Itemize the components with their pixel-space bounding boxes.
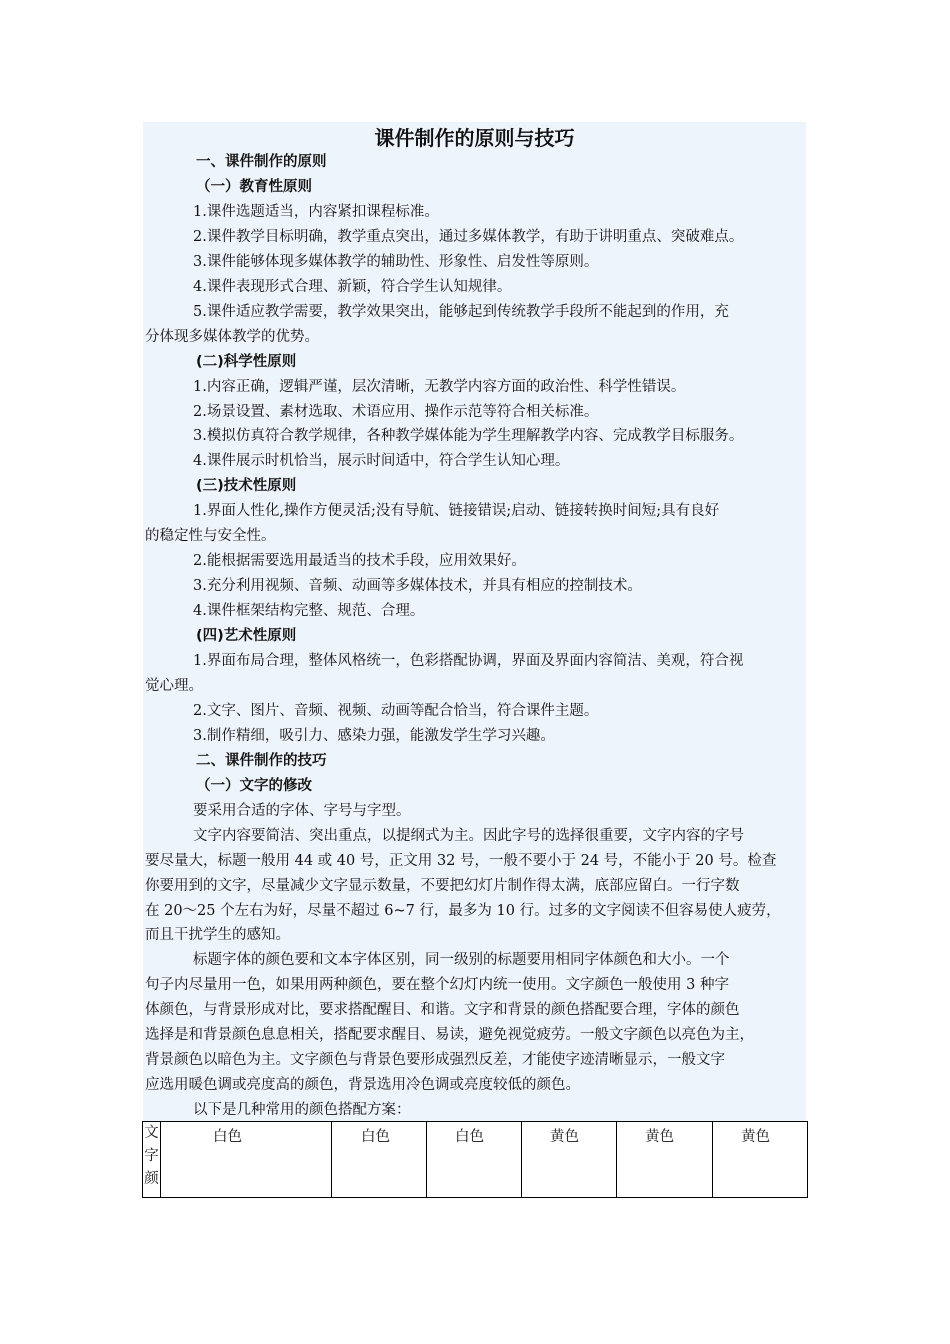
paragraph-line: 2.能根据需要选用最适当的技术手段，应用效果好。 [193,553,526,570]
paragraph-line: 5.课件适应教学需要，教学效果突出，能够起到传统教学手段所不能起到的作用，充 [193,303,729,320]
table-cell: 黄色 [522,1122,617,1198]
paragraph-line: 要尽量大，标题一般用 44 或 40 号，正文用 32 号，一般不要小于 24 号，不能小于 20 号。检查 [145,852,777,869]
section-heading: (二)科学性原则 [196,353,297,370]
section-heading: 一、课件制作的原则 [196,154,327,170]
paragraph-line: 体颜色，与背景形成对比，要求搭配醒目、和谐。文字和背景的颜色搭配要合理，字体的颜色 [145,1002,740,1019]
paragraph-line: 3.充分利用视频、音频、动画等多媒体技术，并具有相应的控制技术。 [193,578,642,595]
paragraph-line: 4.课件框架结构完整、规范、合理。 [193,603,425,620]
page-title: 课件制作的原则与技巧 [374,126,575,150]
paragraph-line: 选择是和背景颜色息息相关，搭配要求醒目、易读，避免视觉疲劳。一般文字颜色以亮色为主， [145,1027,754,1044]
paragraph-line: 背景颜色以暗色为主。文字颜色与背景色要形成强烈反差，才能使字迹清晰显示，一般文字 [145,1052,725,1069]
paragraph-line: 3.课件能够体现多媒体教学的辅助性、形象性、启发性等原则。 [193,253,599,270]
paragraph-line: 分体现多媒体教学的优势。 [145,328,319,345]
paragraph-line: 1.内容正确，逻辑严谨，层次清晰，无教学内容方面的政治性、科学性错误。 [193,378,686,395]
paragraph-line: 2.文字、图片、音频、视频、动画等配合恰当，符合课件主题。 [193,702,599,719]
table-row [143,1122,808,1198]
section-heading: 二、课件制作的技巧 [196,752,327,769]
paragraph-line: 句子内尽量用一色，如果用两种颜色，要在整个幻灯内统一使用。文字颜色一般使用 3 种字 [145,977,729,994]
paragraph-line: 3.制作精细，吸引力、感染力强，能激发学生学习兴趣。 [193,727,555,744]
paragraph-line: 文字内容要简洁、突出重点，以提纲式为主。因此字号的选择很重要，文字内容的字号 [193,827,744,844]
table-cell: 白色 [161,1122,332,1198]
paragraph-line: 1.界面布局合理，整体风格统一，色彩搭配协调，界面及界面内容简洁、美观，符合视 [193,653,744,669]
table-cell: 白色 [332,1122,427,1198]
section-heading: (三)技术性原则 [196,478,297,495]
paragraph-line: 2.课件教学目标明确，教学重点突出，通过多媒体教学，有助于讲明重点、突破难点。 [193,228,744,245]
table-cell: 白色 [427,1122,522,1198]
section-heading: (四)艺术性原则 [196,628,297,645]
color-scheme-table [142,1121,808,1198]
paragraph-line: 2.场景设置、素材选取、术语应用、操作示范等符合相关标准。 [193,403,599,420]
paragraph-line: 3.模拟仿真符合教学规律，各种教学媒体能为学生理解教学内容、完成教学目标服务。 [193,428,744,445]
paragraph-line: 4.课件表现形式合理、新颖，符合学生认知规律。 [193,278,512,295]
paragraph-line: 而且干扰学生的感知。 [145,927,290,944]
paragraph-line: 以下是几种常用的颜色搭配方案： [193,1102,411,1119]
table-cell: 黄色 [617,1122,713,1198]
section-heading: （一）文字的修改 [196,777,312,794]
paragraph-line: 4.课件展示时机恰当，展示时间适中，符合学生认知心理。 [193,453,570,470]
table-cell: 黄色 [713,1122,808,1198]
paragraph-line: 觉心理。 [145,677,203,694]
paragraph-line: 在 20～25 个左右为好，尽量不超过 6~7 行，最多为 10 行。过多的文字阅读不但容易使人疲劳， [145,902,781,919]
paragraph-line: 1.界面人性化,操作方便灵活;没有导航、链接错误;启动、链接转换时间短;具有良好 [193,503,720,520]
table-row-header [143,1122,161,1198]
paragraph-line: 的稳定性与安全性。 [145,528,276,545]
paragraph-line: 你要用到的文字，尽量减少文字显示数量，不要把幻灯片制作得太满，底部应留白。一行字数 [145,877,740,894]
paragraph-line: 应选用暖色调或亮度高的颜色，背景选用冷色调或亮度较低的颜色。 [145,1077,580,1094]
paragraph-line: 要采用合适的字体、字号与字型。 [193,802,411,819]
paragraph-line: 标题字体的颜色要和文本字体区别，同一级别的标题要用相同字体颜色和大小。一个 [193,952,730,969]
paragraph-line: 1.课件选题适当，内容紧扣课程标准。 [193,203,439,220]
section-heading: （一）教育性原则 [196,178,312,195]
row-header-text: 文字颜 [144,1125,159,1187]
